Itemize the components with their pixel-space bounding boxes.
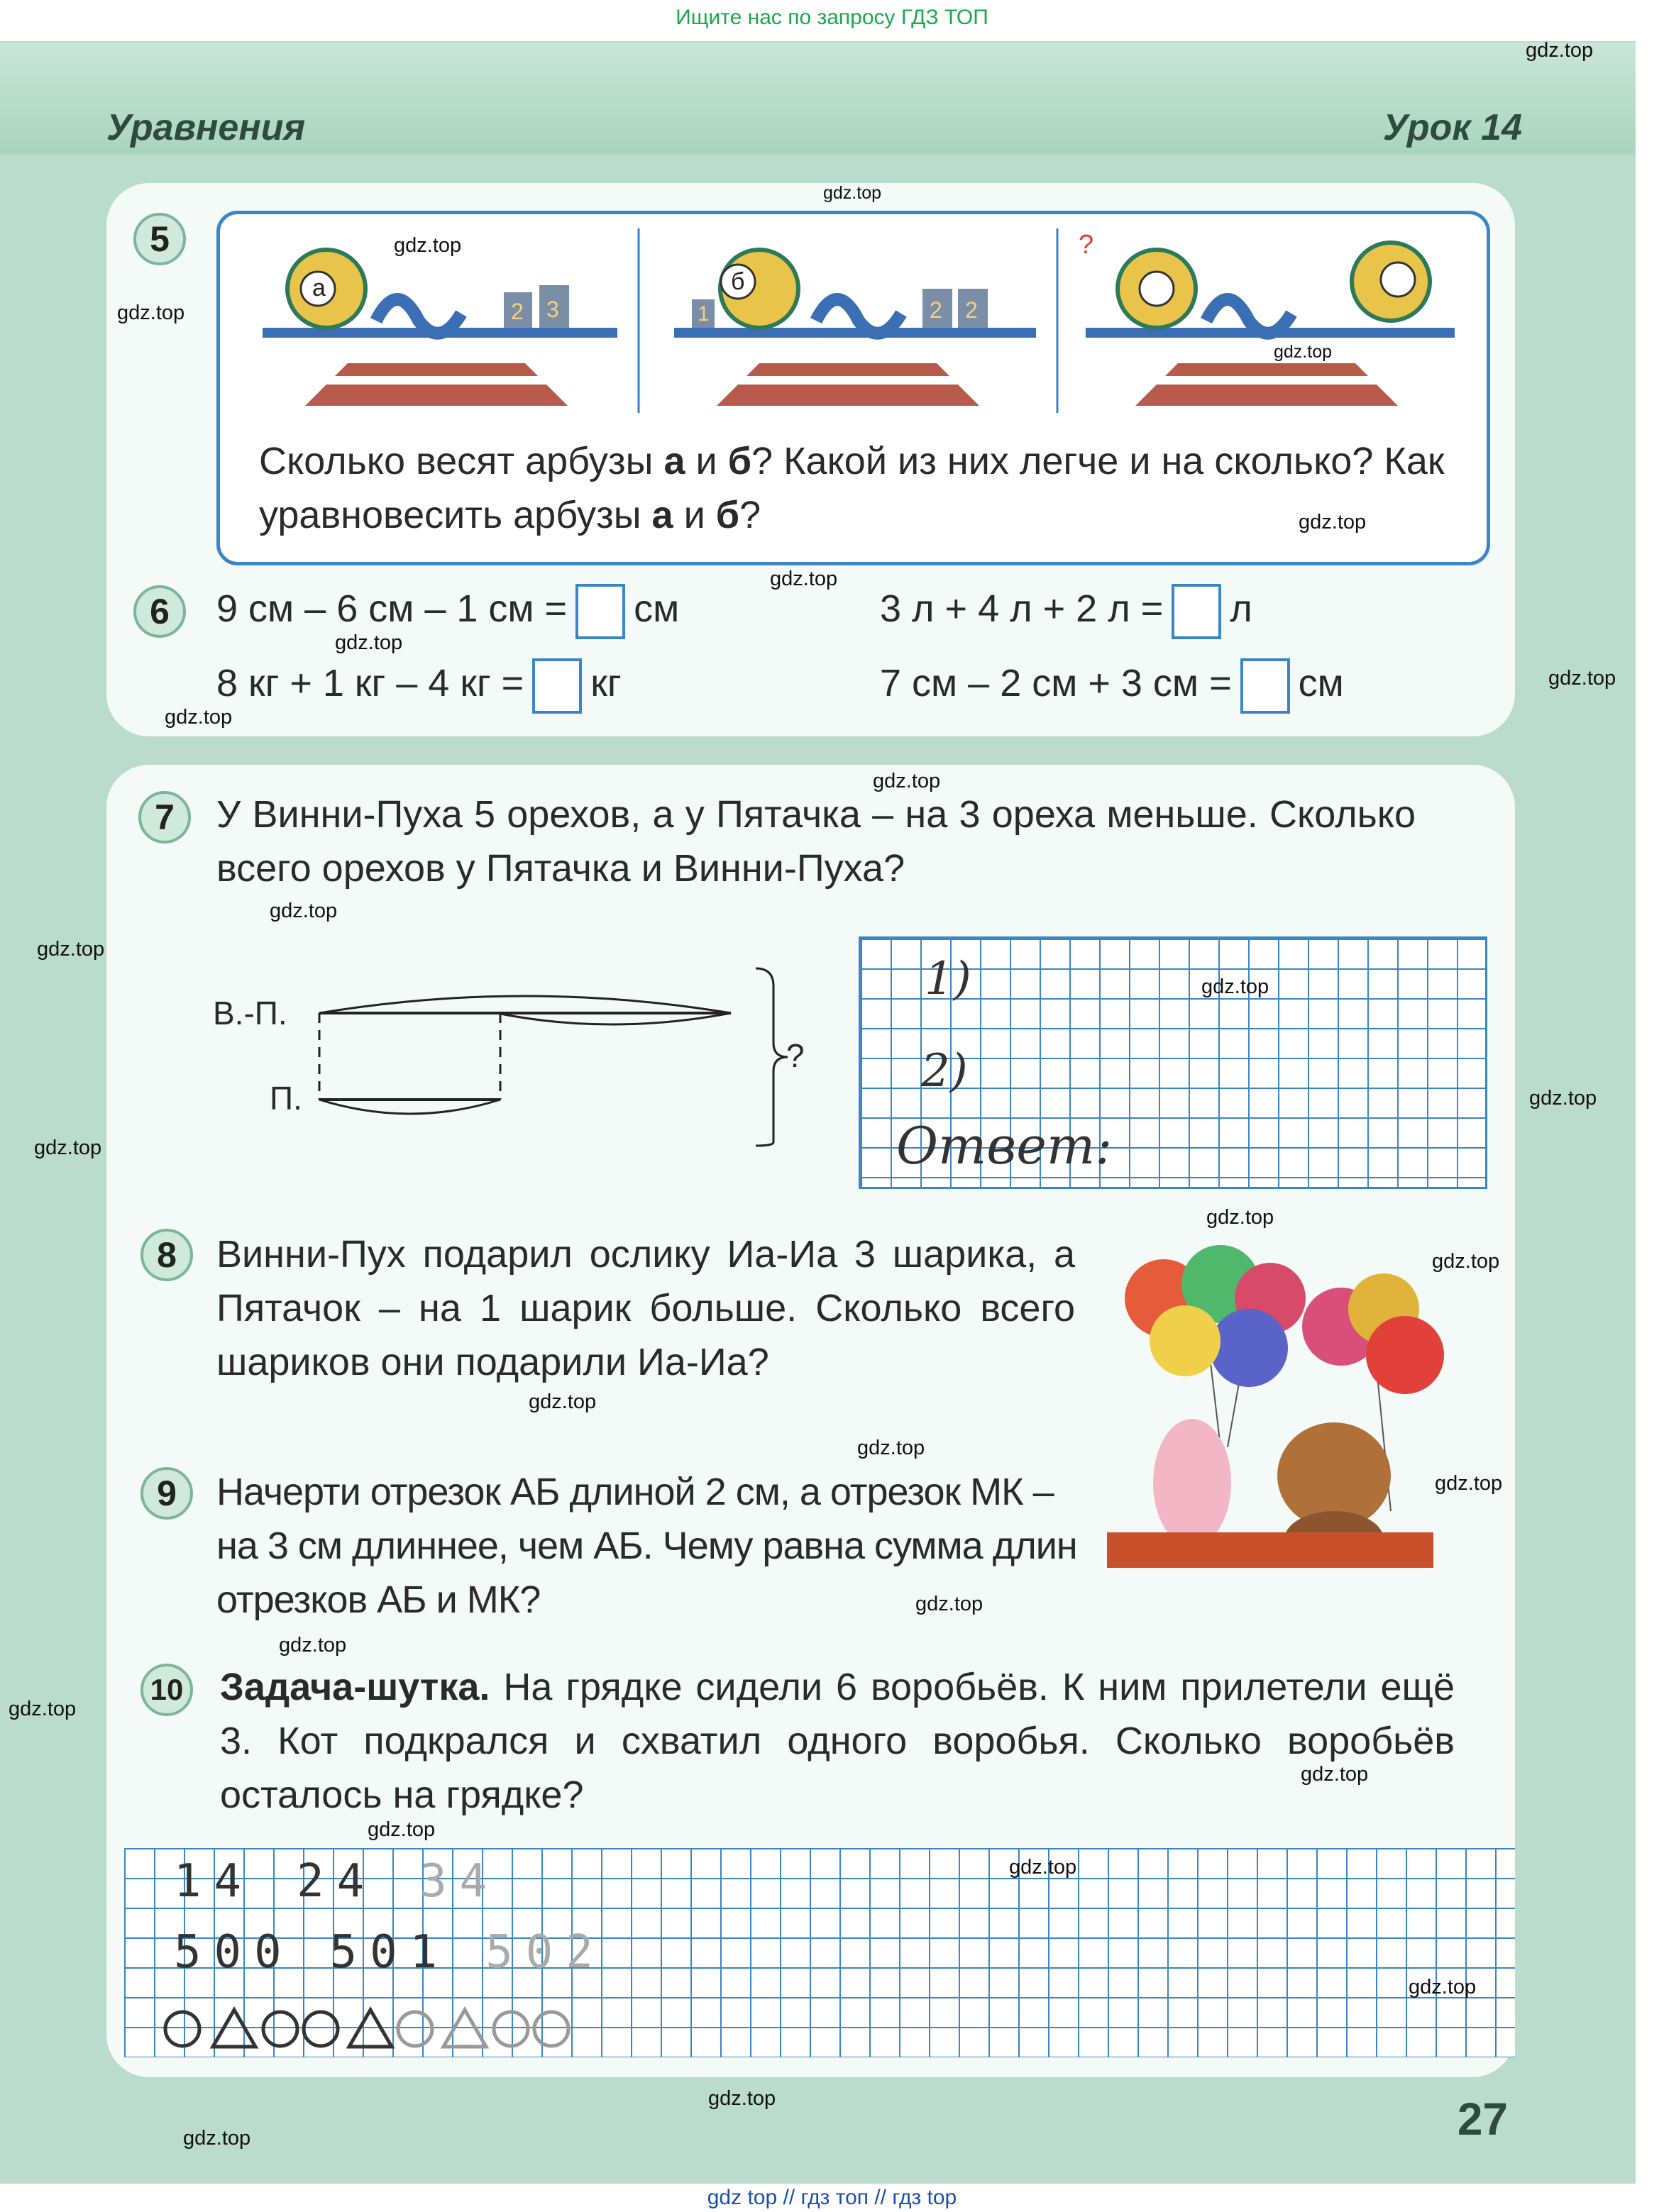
svg-text:а: а: [312, 275, 326, 302]
watermark: gdz.top: [394, 234, 462, 257]
diagram-question: ?: [786, 1037, 805, 1074]
task5-number: 5: [133, 213, 186, 265]
watermark: gdz.top: [368, 1818, 436, 1841]
watermark: gdz.top: [1548, 667, 1616, 690]
lesson-title: Урок 14: [1382, 107, 1522, 148]
task10-number: 10: [140, 1664, 193, 1716]
task6-eq3: 8 кг + 1 кг – 4 кг = кг: [216, 656, 622, 714]
watermark: gdz.top: [529, 1390, 597, 1413]
watermark: gdz.top: [270, 900, 338, 922]
task8-number: 8: [140, 1229, 193, 1281]
answer-box[interactable]: [532, 658, 582, 714]
solution-line-2: 2): [921, 1045, 968, 1097]
answer-label: Ответ:: [896, 1116, 1113, 1176]
svg-text:2: 2: [511, 299, 524, 324]
watermark: gdz.top: [1206, 1206, 1274, 1229]
top-banner[interactable]: Ищите нас по запросу ГДЗ ТОП: [676, 6, 988, 29]
task5-text: Сколько весят арбузы а и б? Какой из них легче и на сколько? Как уравновесить арбузы а и б?: [259, 440, 1445, 536]
watermark: gdz.top: [9, 1698, 77, 1720]
segment-diagram: [213, 965, 816, 1149]
task8-text: Винни-Пух подарил ослику Иа-Иа 3 шарика, а Пятачок – на 1 шарик больше. Сколько всего шариков они подарили Иа-Иа?: [216, 1233, 1075, 1383]
answer-box[interactable]: [575, 584, 625, 639]
watermark: gdz.top: [1529, 1087, 1597, 1110]
watermark: gdz.top: [915, 1593, 983, 1615]
diagram-label-vp: В.-П.: [213, 995, 287, 1032]
svg-text:1: 1: [698, 302, 710, 326]
watermark: gdz.top: [1009, 1856, 1077, 1879]
scale-2: [674, 250, 1036, 406]
watermark: gdz.top: [857, 1437, 925, 1459]
watermark: gdz.top: [873, 770, 941, 792]
watermark: gdz.top: [117, 302, 185, 324]
svg-text:2: 2: [965, 297, 978, 323]
watermark: gdz.top: [1274, 342, 1333, 362]
svg-text:?: ?: [1079, 230, 1094, 260]
task7-text: У Винни-Пуха 5 орехов, а у Пятачка – на 3 ореха меньше. Сколько всего орехов у Пятачка и Винни-Пуха?: [216, 793, 1416, 890]
task9-number: 9: [140, 1467, 193, 1520]
practice-row-2: 500 501 502: [174, 1926, 606, 1979]
watermark: gdz.top: [183, 2127, 251, 2150]
practice-grid[interactable]: [124, 1848, 1515, 2057]
scale-1: [263, 250, 617, 406]
task6-eq1: 9 см – 6 см – 1 см = см: [216, 582, 679, 639]
watermark: gdz.top: [1409, 1976, 1477, 1998]
watermark: gdz.top: [37, 938, 105, 961]
watermark: gdz.top: [34, 1137, 102, 1159]
task6-eq4: 7 см – 2 см + 3 см = см: [880, 656, 1344, 714]
page-number: 27: [1457, 2094, 1508, 2145]
watermark: gdz.top: [1301, 1763, 1369, 1786]
answer-box[interactable]: [1172, 584, 1221, 639]
svg-text:2: 2: [930, 297, 942, 323]
diagram-label-p: П.: [270, 1080, 302, 1117]
watermark: gdz.top: [1432, 1250, 1500, 1273]
task6-eq2: 3 л + 4 л + 2 л = л: [880, 582, 1252, 639]
watermark: gdz.top: [165, 706, 233, 729]
scale-3: [1079, 230, 1455, 406]
practice-row-1: 14 24 34: [174, 1855, 500, 1908]
watermark: gdz.top: [335, 631, 403, 654]
bottom-banner[interactable]: gdz top // гдз топ // гдз top: [707, 2186, 957, 2209]
watermark: gdz.top: [1435, 1472, 1503, 1495]
watermark: gdz.top: [1526, 39, 1594, 62]
task6-number: 6: [133, 585, 186, 638]
balloons-illustration: [1107, 1242, 1476, 1575]
svg-text:б: б: [731, 268, 745, 295]
watermark: gdz.top: [1299, 511, 1367, 533]
task7-number: 7: [138, 791, 191, 844]
task7-answer-grid[interactable]: [859, 936, 1487, 1189]
watermark: gdz.top: [279, 1634, 347, 1657]
answer-box[interactable]: [1240, 658, 1290, 714]
practice-row-3-shapes: [163, 2004, 589, 2054]
solution-line-1: 1): [925, 953, 971, 1005]
task7-diagram: [213, 965, 816, 1149]
task10-text: Задача-шутка. На грядке сидели 6 воробьёв. К ним прилетели ещё 3. Кот подкрался и схватил одного воробья. Сколько воробьёв осталось на грядке?: [220, 1666, 1455, 1816]
section-title: Уравнения: [106, 107, 306, 148]
task9-text: Начерти отрезок АБ длиной 2 см, а отрезок МК – на 3 см длиннее, чем АБ. Чему равна сумма длин отрезков АБ и МК?: [216, 1471, 1077, 1621]
watermark: gdz.top: [770, 568, 838, 590]
watermark: gdz.top: [1201, 975, 1269, 998]
watermark: gdz.top: [823, 183, 882, 203]
svg-text:3: 3: [546, 297, 559, 322]
watermark: gdz.top: [708, 2087, 776, 2110]
